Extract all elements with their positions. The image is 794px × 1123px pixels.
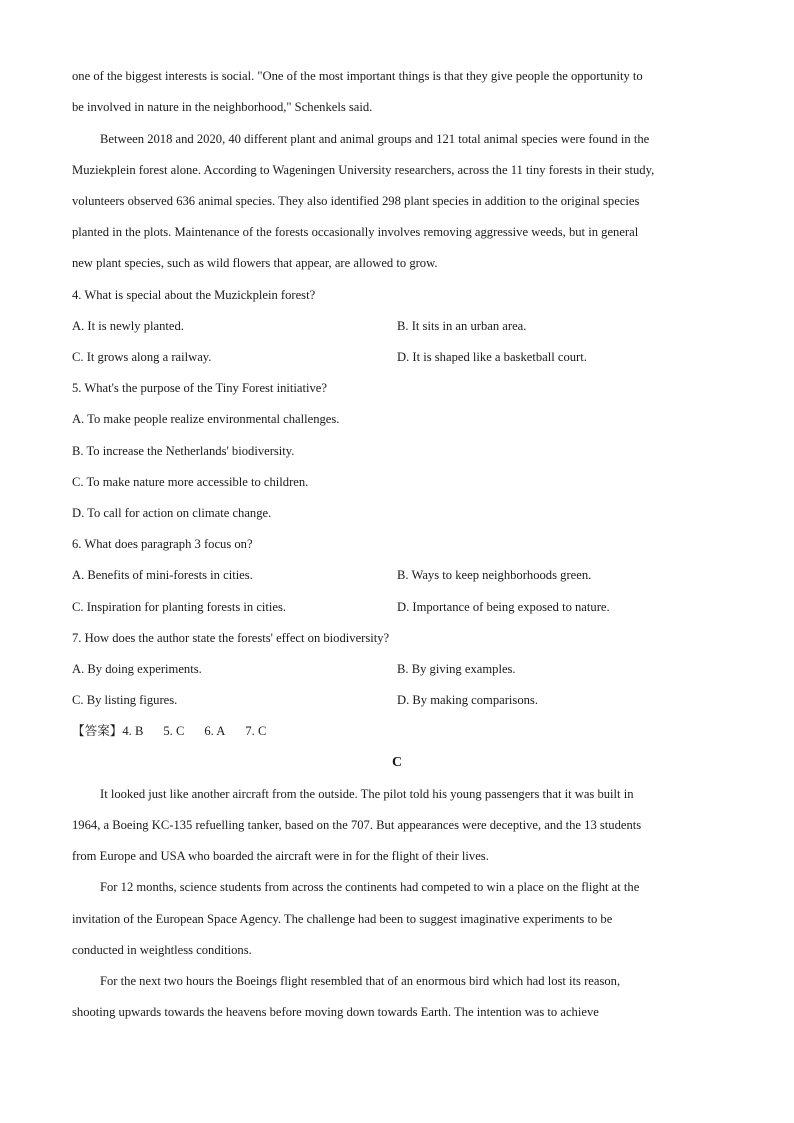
option-a: A. To make people realize environmental challenges. bbox=[72, 412, 340, 426]
option-a: A. By doing experiments. bbox=[72, 662, 202, 676]
text-line: It looked just like another aircraft from the outside. The pilot told his young passengers that it was built in bbox=[100, 787, 634, 801]
text-line: For 12 months, science students from across the continents had competed to win a place on the flight at the bbox=[100, 880, 640, 894]
text-line: For the next two hours the Boeings flight resembled that of an enormous bird which had lost its reason, bbox=[100, 974, 621, 988]
option-c: C. By listing figures. bbox=[72, 693, 178, 707]
answer-item: 5. C bbox=[163, 724, 185, 738]
text-line: one of the biggest interests is social. "One of the most important things is that they give people the opportunity to bbox=[72, 69, 643, 83]
question-stem: 4. What is special about the Muzickplein forest? bbox=[72, 288, 316, 302]
option-b: B. To increase the Netherlands' biodiversity. bbox=[72, 444, 295, 458]
section-heading-c: C bbox=[391, 755, 403, 770]
text-line: invitation of the European Space Agency. The challenge had been to suggest imaginative experiments to be bbox=[72, 912, 613, 926]
option-b: B. It sits in an urban area. bbox=[397, 319, 527, 333]
option-c: C. It grows along a railway. bbox=[72, 350, 212, 364]
text-line: volunteers observed 636 animal species. They also identified 298 plant species in addition to the original species bbox=[72, 194, 640, 208]
option-d: D. To call for action on climate change. bbox=[72, 506, 272, 520]
question-stem: 5. What's the purpose of the Tiny Forest initiative? bbox=[72, 381, 327, 395]
option-d: D. By making comparisons. bbox=[397, 693, 538, 707]
text-line: Muziekplein forest alone. According to Wageningen University researchers, across the 11 tiny forests in their study, bbox=[72, 163, 655, 177]
answer-tag: 【答案】 bbox=[72, 724, 123, 738]
option-d: D. Importance of being exposed to nature. bbox=[397, 600, 610, 614]
text-line: 1964, a Boeing KC-135 refuelling tanker, based on the 707. But appearances were deceptive, and the 13 students bbox=[72, 818, 642, 832]
option-a: A. It is newly planted. bbox=[72, 319, 184, 333]
option-b: B. By giving examples. bbox=[397, 662, 516, 676]
text-line: be involved in nature in the neighborhood," Schenkels said. bbox=[72, 100, 373, 114]
text-line: conducted in weightless conditions. bbox=[72, 943, 252, 957]
option-d: D. It is shaped like a basketball court. bbox=[397, 350, 587, 364]
option-c: C. Inspiration for planting forests in cities. bbox=[72, 600, 287, 614]
option-c: C. To make nature more accessible to children. bbox=[72, 475, 309, 489]
answer-item: 6. A bbox=[204, 724, 226, 738]
text-line: from Europe and USA who boarded the aircraft were in for the flight of their lives. bbox=[72, 849, 489, 863]
text-line: new plant species, such as wild flowers that appear, are allowed to grow. bbox=[72, 256, 438, 270]
answer-item: 4. B bbox=[122, 724, 144, 738]
answer-key bbox=[72, 723, 266, 739]
question-stem: 6. What does paragraph 3 focus on? bbox=[72, 537, 253, 551]
option-a: A. Benefits of mini-forests in cities. bbox=[72, 568, 253, 582]
text-line: planted in the plots. Maintenance of the forests occasionally involves removing aggressive weeds, but in general bbox=[72, 225, 639, 239]
text-line: Between 2018 and 2020, 40 different plant and animal groups and 121 total animal species were found in the bbox=[100, 132, 650, 146]
option-b: B. Ways to keep neighborhoods green. bbox=[397, 568, 592, 582]
question-stem: 7. How does the author state the forests' effect on biodiversity? bbox=[72, 631, 390, 645]
answer-item: 7. C bbox=[245, 724, 267, 738]
text-line: shooting upwards towards the heavens before moving down towards Earth. The intention was to achieve bbox=[72, 1005, 599, 1019]
